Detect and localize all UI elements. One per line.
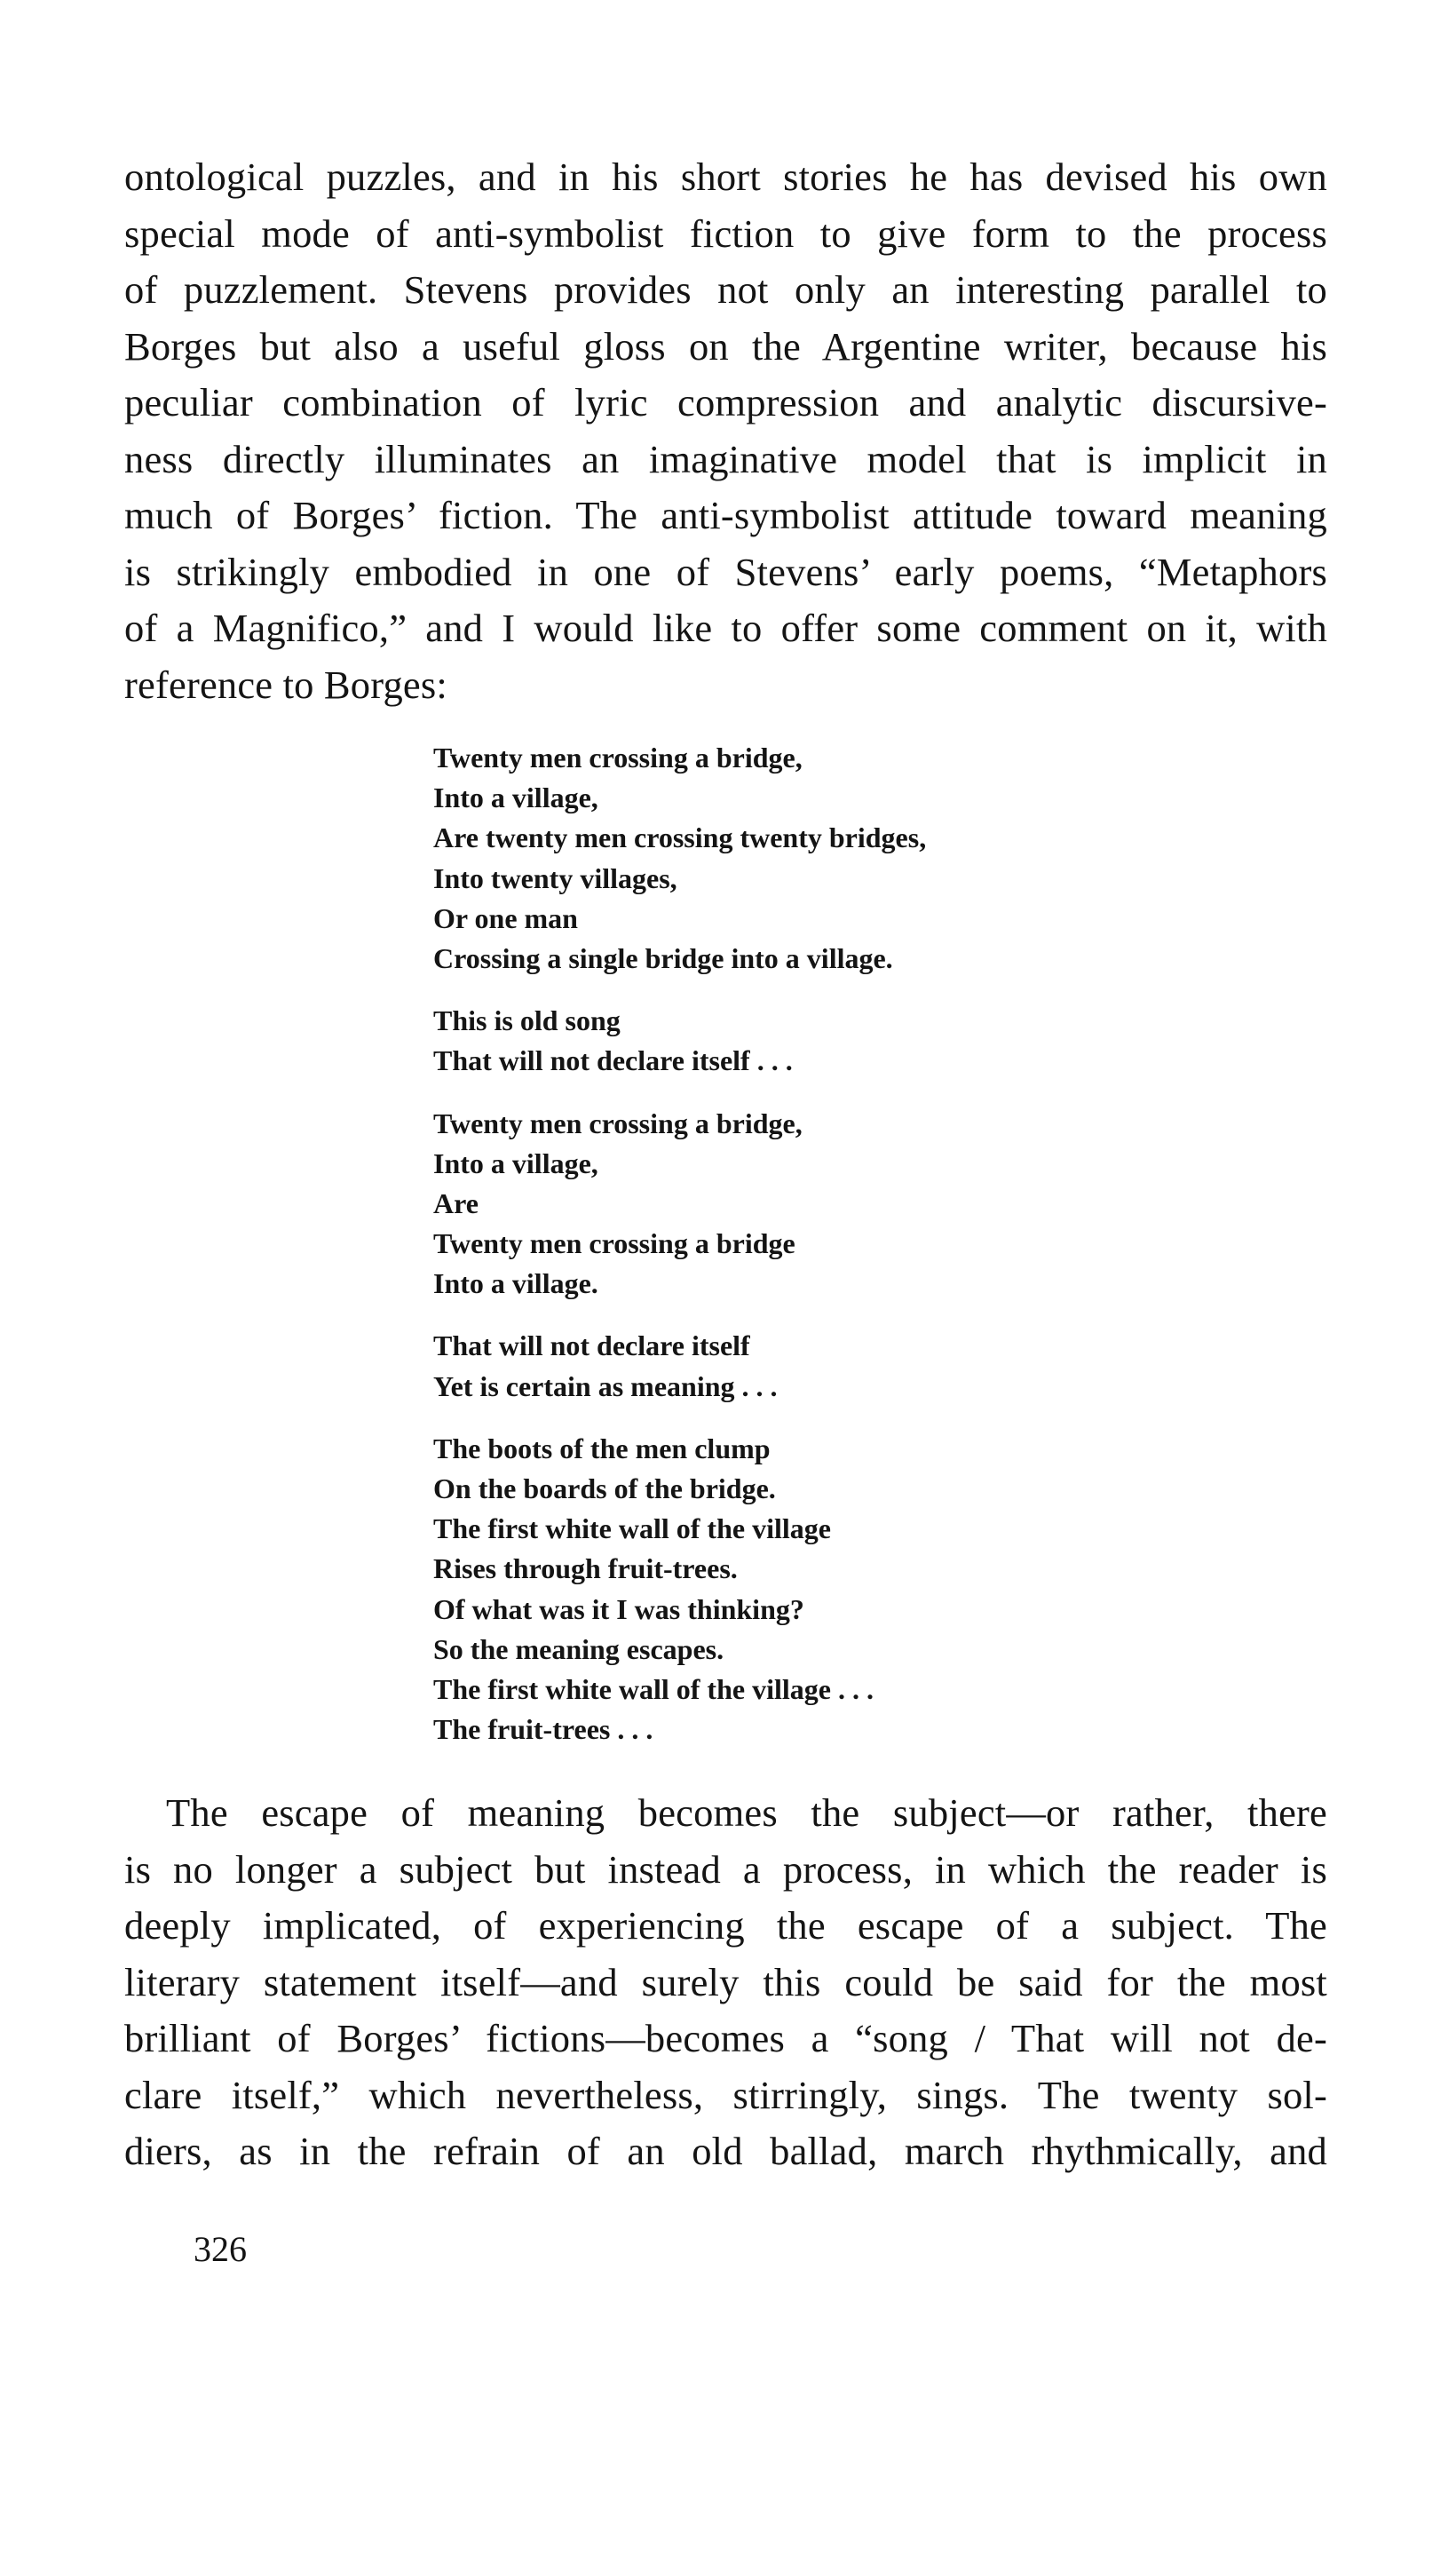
poem-line: The first white wall of the village . . .	[433, 1672, 874, 1705]
poem-line: So the meaning escapes.	[433, 1632, 724, 1665]
text-line: is strikingly embodied in one of Stevens’ early poems, “Metaphors	[124, 549, 1327, 594]
poem-line: Twenty men crossing a bridge,	[433, 1107, 803, 1139]
text-line: clare itself,” which nevertheless, stirringly, sings. The twenty sol-	[124, 2072, 1327, 2117]
poem-line: Crossing a single bridge into a village.	[433, 941, 893, 974]
text-line: diers, as in the refrain of an old ballad, march rhythmically, and	[124, 2129, 1327, 2173]
body-paragraph-1	[124, 149, 1327, 713]
poem-line: Are twenty men crossing twenty bridges,	[433, 821, 927, 854]
text-line: peculiar combination of lyric compression and analytic discursive-	[124, 380, 1327, 425]
poem-line: This is old song	[433, 1004, 621, 1037]
poem-line: Of what was it I was thinking?	[433, 1592, 804, 1625]
poem-line: That will not declare itself	[433, 1329, 750, 1362]
poem-line: Into a village,	[433, 782, 598, 814]
text-line: is no longer a subject but instead a process, in which the reader is	[124, 1846, 1327, 1892]
poem-line: The fruit-trees . . .	[433, 1713, 653, 1746]
poem-line: On the boards of the bridge.	[433, 1472, 776, 1504]
text-line: ness directly illuminates an imaginative model that is implicit in	[124, 436, 1327, 481]
text-line: of puzzlement. Stevens provides not only an interesting parallel to	[124, 267, 1327, 312]
poem-quotation	[433, 738, 1143, 1772]
poem-line: That will not declare itself . . .	[433, 1044, 793, 1077]
text-line: much of Borges’ fiction. The anti-symbolist attitude toward meaning	[124, 493, 1327, 537]
poem-line: Into a village.	[433, 1267, 598, 1300]
poem-line: The first white wall of the village	[433, 1512, 831, 1545]
text-line: of a Magnifico,” and I would like to offer some comment on it, with	[124, 606, 1327, 650]
poem-line: Twenty men crossing a bridge	[433, 1227, 795, 1260]
text-line: reference to Borges:	[124, 662, 447, 707]
poem-line: The boots of the men clump	[433, 1432, 771, 1464]
text-line: deeply implicated, of experiencing the escape of a subject. The	[124, 1903, 1327, 1948]
poem-line: Twenty men crossing a bridge,	[433, 742, 803, 774]
poem-stanza	[433, 1001, 1143, 1081]
text-line: brilliant of Borges’ fictions—becomes a “song / That will not de-	[124, 2016, 1327, 2060]
text-line: literary statement itself—and surely this could be said for the most	[124, 1959, 1327, 2004]
poem-line: Into twenty villages,	[433, 861, 677, 894]
poem-stanza	[433, 1429, 1143, 1750]
poem-stanza	[433, 1326, 1143, 1406]
text-line: ontological puzzles, and in his short stories he has devised his own	[124, 155, 1327, 199]
poem-stanza	[433, 738, 1143, 979]
body-paragraph-2	[124, 1785, 1327, 2180]
poem-line: Into a village,	[433, 1147, 598, 1179]
text-line: Borges but also a useful gloss on the Argentine writer, because his	[124, 323, 1327, 369]
poem-stanza	[433, 1104, 1143, 1305]
poem-line: Are	[433, 1186, 479, 1219]
poem-line: Or one man	[433, 901, 578, 934]
page-number: 326	[194, 2229, 247, 2269]
text-line: The escape of meaning becomes the subject—or rather, there	[166, 1790, 1327, 1835]
poem-line: Yet is certain as meaning . . .	[433, 1369, 778, 1402]
text-line: special mode of anti-symbolist fiction to give form to the process	[124, 210, 1327, 256]
poem-line: Rises through fruit-trees.	[433, 1552, 738, 1585]
